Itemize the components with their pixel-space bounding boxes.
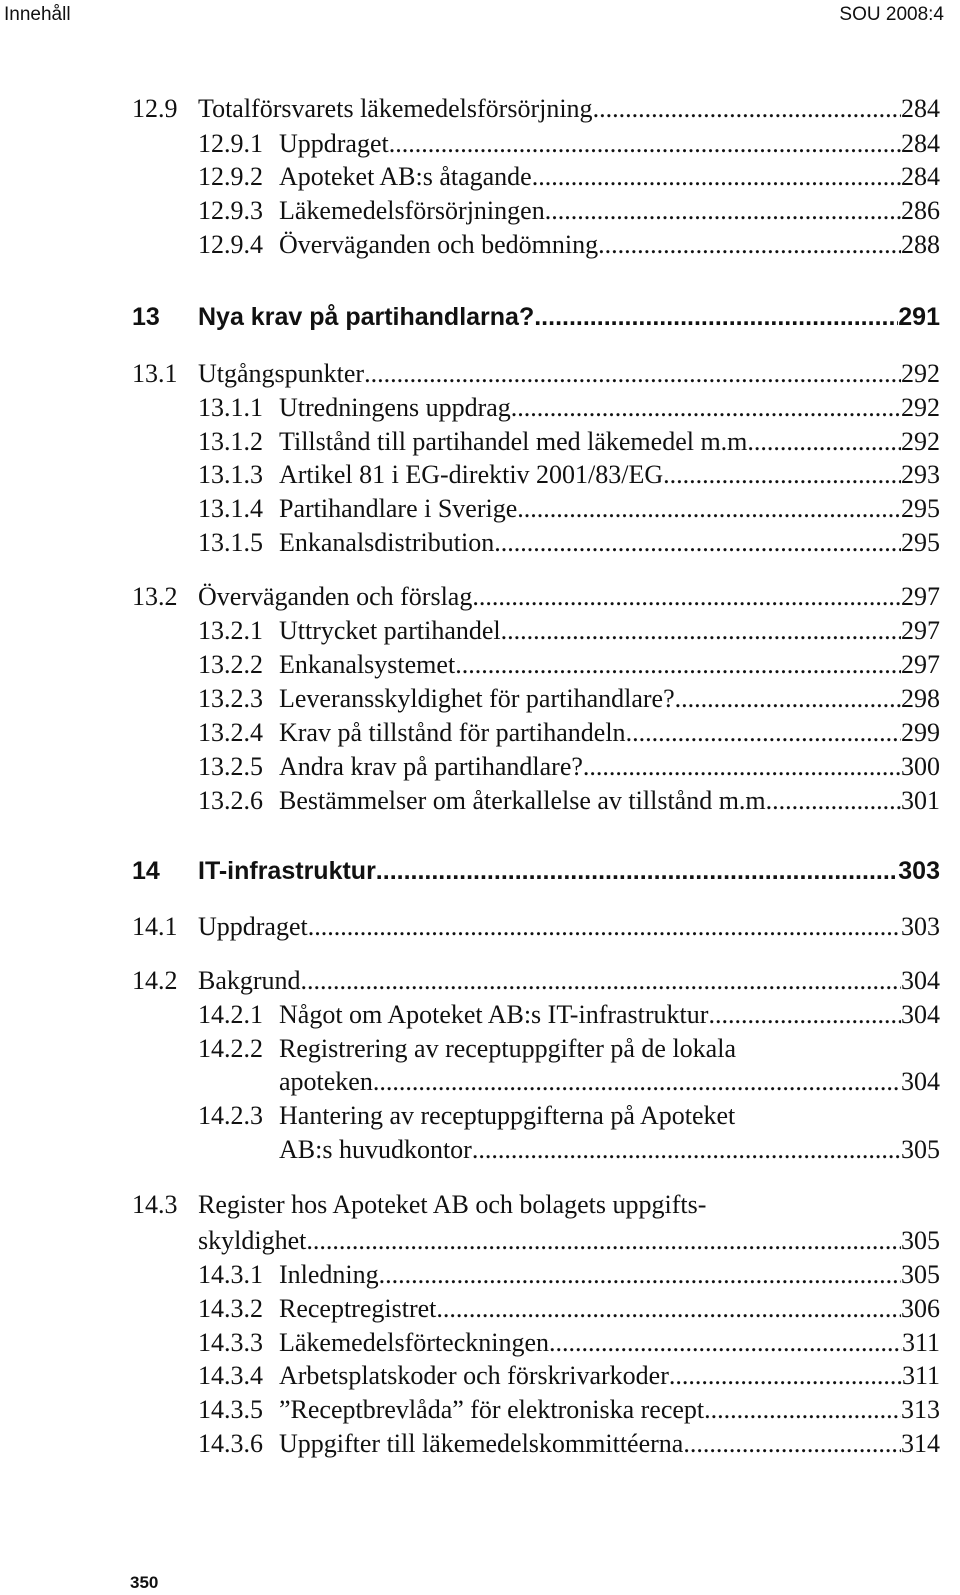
toc-entry-title: Överväganden och förslag — [198, 582, 473, 611]
toc-entry-title: Nya krav på partihandlarna? — [198, 303, 535, 331]
toc-entry-first-line[interactable] — [198, 1101, 735, 1131]
toc-entry-page: 298 — [901, 684, 940, 713]
toc-entry-page: 292 — [901, 393, 940, 422]
toc-entry-first-line[interactable] — [132, 1190, 706, 1220]
toc-entry-title: Apoteket AB:s åtagande — [279, 162, 532, 191]
toc-entry-number: 12.9.1 — [198, 129, 263, 158]
toc-entry[interactable] — [198, 1395, 940, 1425]
toc-entry-page: 313 — [901, 1395, 940, 1424]
toc-entry-title: Tillstånd till partihandel med läkemedel m.m. — [279, 427, 754, 456]
toc-entry-number: 13.2.5 — [198, 752, 263, 781]
toc-entry-number: 13.2 — [132, 582, 178, 611]
toc-entry[interactable] — [198, 494, 940, 524]
toc-entry-number: 14.2.3 — [198, 1101, 263, 1130]
toc-entry[interactable] — [198, 129, 940, 159]
toc-entry-page: 297 — [901, 582, 940, 611]
toc-entry-page: 295 — [901, 528, 940, 557]
toc-entry-title: Andra krav på partihandlare? — [279, 752, 583, 781]
toc-entry-title-continued: skyldighet — [198, 1226, 307, 1255]
toc-entry-number: 14.3 — [132, 1190, 178, 1219]
toc-entry-number: 12.9.2 — [198, 162, 263, 191]
toc-entry[interactable] — [198, 1328, 940, 1358]
toc-entry-title: Register hos Apoteket AB och bolagets uppgifts- — [198, 1190, 707, 1219]
toc-entry[interactable] — [198, 616, 940, 646]
toc-entry-number: 13.2.3 — [198, 684, 263, 713]
toc-entry-number: 13.1.1 — [198, 393, 263, 422]
dot-leader — [389, 129, 901, 159]
toc-entry[interactable] — [198, 460, 940, 490]
toc-entry-number: 14.3.3 — [198, 1328, 263, 1357]
toc-entry-title: ”Receptbrevlåda” för elektroniska recept — [279, 1395, 705, 1424]
toc-entry[interactable] — [198, 230, 940, 260]
header-document-id: SOU 2008:4 — [839, 4, 944, 25]
toc-entry-title-continued: AB:s huvudkontor — [279, 1135, 472, 1164]
toc-entry-number: 13.2.6 — [198, 786, 263, 815]
toc-entry[interactable] — [198, 684, 940, 714]
dot-leader — [306, 1226, 901, 1256]
dot-leader — [436, 1294, 901, 1324]
toc-entry-page: 304 — [901, 1067, 940, 1096]
toc-entry-title: Uttrycket partihandel — [279, 616, 501, 645]
toc-entry-number: 13.2.2 — [198, 650, 263, 679]
dot-leader — [583, 752, 901, 782]
toc-entry[interactable] — [132, 94, 940, 124]
toc-entry-number: 14.3.6 — [198, 1429, 263, 1458]
toc-entry-page: 311 — [901, 1328, 940, 1357]
toc-entry-number: 13.1.2 — [198, 427, 263, 456]
dot-leader — [364, 359, 901, 389]
toc-entry-page: 284 — [901, 162, 940, 191]
toc-entry-number: 13 — [132, 303, 160, 331]
dot-leader — [683, 1429, 901, 1459]
toc-entry-number: 12.9.4 — [198, 230, 263, 259]
dot-leader — [308, 912, 901, 942]
toc-entry-title: Hantering av receptuppgifterna på Apoteket — [279, 1101, 736, 1130]
toc-entry-number: 14.3.5 — [198, 1395, 263, 1424]
dot-leader — [472, 1135, 901, 1165]
toc-entry-title: Läkemedelsförteckningen — [279, 1328, 549, 1357]
toc-entry-number: 12.9.3 — [198, 196, 263, 225]
toc-entry-title: Inledning — [279, 1260, 379, 1289]
toc-entry-title: Partihandlare i Sverige — [279, 494, 518, 523]
toc-entry-title: Krav på tillstånd för partihandeln — [279, 718, 626, 747]
toc-entry-number: 13.1.5 — [198, 528, 263, 557]
toc-entry-page: 295 — [901, 494, 940, 523]
toc-entry-page: 284 — [901, 94, 940, 123]
toc-entry-title: Receptregistret — [279, 1294, 437, 1323]
toc-entry[interactable] — [198, 718, 940, 748]
toc-entry-page: 297 — [901, 650, 940, 679]
dot-leader — [494, 528, 901, 558]
toc-entry-number: 14.3.4 — [198, 1361, 263, 1390]
toc-entry[interactable] — [198, 1429, 940, 1459]
toc-entry-first-line[interactable] — [198, 1034, 736, 1064]
toc-entry-title-continued: apoteken — [279, 1067, 373, 1096]
dot-leader — [532, 162, 901, 192]
page-number: 350 — [130, 1573, 159, 1592]
toc-entry[interactable] — [198, 1260, 940, 1290]
dot-leader — [772, 786, 901, 816]
toc-entry[interactable] — [198, 162, 940, 192]
toc-entry-title: Läkemedelsförsörjningen — [279, 196, 545, 225]
toc-entry-title: Registrering av receptuppgifter på de lokala — [279, 1034, 736, 1063]
dot-leader — [675, 684, 901, 714]
dot-leader — [593, 94, 901, 124]
toc-entry-number: 14.1 — [132, 912, 178, 941]
header-section-label: Innehåll — [4, 4, 71, 25]
toc-entry[interactable] — [198, 196, 940, 226]
dot-leader — [376, 856, 898, 886]
toc-entry-page: 305 — [901, 1260, 940, 1289]
toc-entry[interactable] — [132, 966, 940, 996]
toc-entry-page: 297 — [901, 616, 940, 645]
toc-entry-page: 292 — [901, 359, 940, 388]
toc-entry[interactable] — [132, 359, 940, 389]
toc-entry-continuation[interactable] — [279, 1135, 940, 1165]
running-header — [0, 0, 960, 30]
dot-leader — [501, 616, 901, 646]
dot-leader — [472, 582, 901, 612]
toc-entry-title: Uppdraget — [279, 129, 389, 158]
toc-entry-number: 13.1.4 — [198, 494, 263, 523]
dot-leader — [663, 460, 901, 490]
dot-leader — [549, 1328, 902, 1358]
toc-entry[interactable] — [132, 912, 940, 942]
toc-entry-title: Enkanalsystemet — [279, 650, 456, 679]
toc-entry-page: 291 — [898, 303, 940, 331]
toc-entry-title: Uppgifter till läkemedelskommittéerna — [279, 1429, 684, 1458]
dot-leader — [511, 393, 901, 423]
dot-leader — [598, 230, 901, 260]
toc-entry-page: 300 — [901, 752, 940, 781]
toc-entry-title: IT-infrastruktur — [198, 857, 376, 885]
toc-entry-title: Utgångspunkter — [198, 359, 365, 388]
toc-entry-page: 305 — [901, 1226, 940, 1255]
toc-entry-number: 14.2.2 — [198, 1034, 263, 1063]
toc-entry[interactable] — [198, 427, 940, 457]
dot-leader — [669, 1361, 902, 1391]
toc-entry-title: Utredningens uppdrag — [279, 393, 511, 422]
toc-entry[interactable] — [198, 752, 940, 782]
toc-entry-number: 13.2.4 — [198, 718, 263, 747]
toc-entry-number: 14 — [132, 857, 160, 885]
dot-leader — [455, 650, 901, 680]
toc-entry-number: 14.3.2 — [198, 1294, 263, 1323]
toc-entry-title: Leveransskyldighet för partihandlare? — [279, 684, 675, 713]
toc-entry-title: Något om Apoteket AB:s IT-infrastruktur — [279, 1000, 709, 1029]
toc-entry-title: Uppdraget — [198, 912, 308, 941]
toc-entry-page: 299 — [901, 718, 940, 747]
toc-chapter-entry[interactable] — [132, 302, 940, 332]
toc-entry-page: 284 — [901, 129, 940, 158]
toc-entry-number: 14.2 — [132, 966, 178, 995]
dot-leader — [517, 494, 901, 524]
toc-entry[interactable] — [198, 650, 940, 680]
dot-leader — [626, 718, 901, 748]
toc-entry-number: 13.1.3 — [198, 460, 263, 489]
toc-entry-page: 303 — [898, 857, 940, 885]
toc-entry-number: 14.2.1 — [198, 1000, 263, 1029]
dot-leader — [534, 302, 898, 332]
toc-entry-page: 288 — [901, 230, 940, 259]
toc-entry-title: Arbetsplatskoder och förskrivarkoder — [279, 1361, 669, 1390]
toc-entry-page: 314 — [901, 1429, 940, 1458]
toc-entry-number: 13.1 — [132, 359, 178, 388]
toc-entry-page: 304 — [901, 1000, 940, 1029]
toc-entry-page: 304 — [901, 966, 940, 995]
toc-entry[interactable] — [198, 786, 940, 816]
toc-entry-page: 286 — [901, 196, 940, 225]
dot-leader — [301, 966, 901, 996]
toc-entry-number: 12.9 — [132, 94, 178, 123]
toc-entry[interactable] — [198, 1000, 940, 1030]
toc-entry[interactable] — [198, 393, 940, 423]
toc-entry-page: 303 — [901, 912, 940, 941]
toc-entry-title: Bestämmelser om återkallelse av tillstånd m.m. — [279, 786, 773, 815]
toc-entry-title: Bakgrund — [198, 966, 301, 995]
toc-entry-page: 306 — [901, 1294, 940, 1323]
toc-entry[interactable] — [198, 528, 940, 558]
toc-entry-number: 14.3.1 — [198, 1260, 263, 1289]
toc-entry-page: 311 — [901, 1361, 940, 1390]
dot-leader — [704, 1395, 901, 1425]
dot-leader — [545, 196, 901, 226]
toc-entry-title: Enkanalsdistribution — [279, 528, 495, 557]
toc-entry[interactable] — [198, 1361, 940, 1391]
dot-leader — [379, 1260, 901, 1290]
toc-entry-continuation[interactable] — [198, 1226, 940, 1256]
toc-entry-continuation[interactable] — [279, 1067, 940, 1097]
toc-entry-number: 13.2.1 — [198, 616, 263, 645]
toc-entry[interactable] — [198, 1294, 940, 1324]
toc-chapter-entry[interactable] — [132, 856, 940, 886]
toc-entry-title: Överväganden och bedömning — [279, 230, 599, 259]
dot-leader — [373, 1067, 901, 1097]
toc-entry-page: 293 — [901, 460, 940, 489]
toc-entry-page: 292 — [901, 427, 940, 456]
toc-entry[interactable] — [132, 582, 940, 612]
toc-entry-page: 305 — [901, 1135, 940, 1164]
toc-entry-title: Artikel 81 i EG-direktiv 2001/83/EG — [279, 460, 664, 489]
dot-leader — [708, 1000, 901, 1030]
toc-entry-title: Totalförsvarets läkemedelsförsörjning — [198, 94, 593, 123]
toc-entry-page: 301 — [901, 786, 940, 815]
dot-leader — [754, 427, 901, 457]
